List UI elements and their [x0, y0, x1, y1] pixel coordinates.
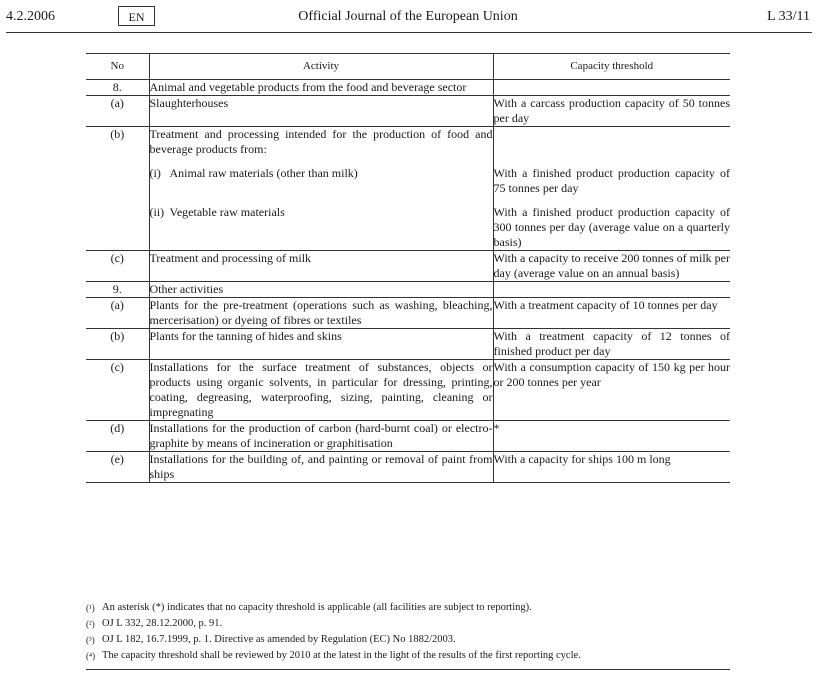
sub-item-text: Animal raw materials (other than milk) [169, 166, 358, 180]
row-capacity [493, 127, 730, 251]
footnote-mark: (⁴) [86, 651, 96, 661]
row-activity-intro: Treatment and processing intended for the production of food and beverage products from: [149, 127, 493, 156]
row-number: (c) [86, 251, 149, 282]
row-activity: Treatment and processing of milk [149, 251, 493, 282]
row-activity: Installations for the building of, and painting or removal of paint from ships [149, 452, 493, 481]
row-capacity [493, 282, 730, 298]
table-row [86, 329, 730, 360]
footnote [86, 632, 730, 648]
sub-item [150, 205, 493, 220]
footnote-mark: (³) [86, 635, 95, 645]
row-number: 9. [86, 282, 149, 298]
row-number: (b) [86, 127, 149, 251]
row-capacity: With a capacity to receive 200 tonnes of milk per day (average value on an annual basis) [493, 251, 730, 280]
footnote-text: OJ L 182, 16.7.1999, p. 1. Directive as amended by Regulation (EC) No 1882/2003. [102, 634, 456, 645]
footnote-mark: (²) [86, 619, 95, 629]
page-header [0, 0, 816, 34]
sub-item-number: (i) [149, 166, 161, 180]
row-activity: Installations for the surface treatment of substances, objects or products using organic solvents, in particular for dressing, printing, coating, degreasing, waterproofing, sizing, painting, cleaning or impregnating [149, 360, 493, 419]
table-row [86, 360, 730, 421]
table-row [86, 282, 730, 298]
header-rule [6, 32, 812, 33]
row-number: (a) [86, 298, 149, 329]
table-header-row [86, 54, 730, 80]
header-capacity: Capacity threshold [493, 54, 730, 80]
page-number: L 33/11 [767, 9, 810, 24]
language-box: EN [118, 6, 155, 26]
row-activity: Slaughterhouses [149, 96, 493, 127]
footnote-text: An asterisk (*) indicates that no capacity threshold is applicable (all facilities are subject to reporting). [102, 602, 532, 613]
row-activity: Plants for the tanning of hides and skins [149, 329, 493, 360]
footnotes [86, 600, 730, 664]
header-activity: Activity [149, 54, 493, 80]
row-activity: Installations for the production of carbon (hard-burnt coal) or electro-graphite by means of incineration or graphitisation [149, 421, 493, 450]
row-capacity: With a capacity for ships 100 m long [493, 452, 730, 483]
table-row [86, 251, 730, 282]
sub-item-text: Vegetable raw materials [169, 205, 285, 219]
table-row [86, 452, 730, 483]
sub-item [150, 166, 493, 181]
table-row [86, 96, 730, 127]
header-no: No [86, 54, 149, 80]
table-row [86, 80, 730, 96]
journal-title: Official Journal of the European Union [298, 9, 518, 24]
sub-item-number: (ii) [149, 205, 165, 219]
row-capacity [493, 80, 730, 96]
row-number: (d) [86, 421, 149, 452]
table-row [86, 127, 730, 251]
footnotes-rule [86, 669, 730, 670]
row-capacity: With a consumption capacity of 150 kg per hour or 200 tonnes per year [493, 360, 730, 421]
row-capacity: With a carcass production capacity of 50 tonnes per day [493, 96, 730, 125]
footnote [86, 616, 730, 632]
row-activity: Plants for the pre-treatment (operations such as washing, bleaching, mercerisation) or dyeing of fibres or textiles [149, 298, 493, 327]
footnote [86, 600, 730, 616]
table-row [86, 298, 730, 329]
row-capacity: With a treatment capacity of 10 tonnes per day [493, 298, 730, 329]
sub-item-capacity: With a finished product production capacity of 300 tonnes per day (average value on a quarterly basis) [493, 205, 730, 249]
footnote [86, 648, 730, 664]
row-number: 8. [86, 80, 149, 96]
row-capacity: * [493, 421, 730, 452]
row-activity: Other activities [149, 282, 493, 298]
sub-item-capacity: With a finished product production capacity of 75 tonnes per day [493, 166, 730, 195]
activities-table [86, 53, 730, 483]
row-activity: Animal and vegetable products from the food and beverage sector [149, 80, 493, 96]
row-number: (a) [86, 96, 149, 127]
row-number: (b) [86, 329, 149, 360]
publication-date: 4.2.2006 [6, 9, 55, 24]
row-number: (c) [86, 360, 149, 421]
row-capacity: With a treatment capacity of 12 tonnes of finished product per day [493, 329, 730, 358]
row-activity [149, 127, 493, 251]
footnote-text: The capacity threshold shall be reviewed by 2010 at the latest in the light of the results of the first reporting cycle. [102, 650, 581, 661]
row-number: (e) [86, 452, 149, 483]
footnote-text: OJ L 332, 28.12.2000, p. 91. [102, 618, 223, 629]
footnote-mark: (¹) [86, 603, 95, 613]
table-row [86, 421, 730, 452]
